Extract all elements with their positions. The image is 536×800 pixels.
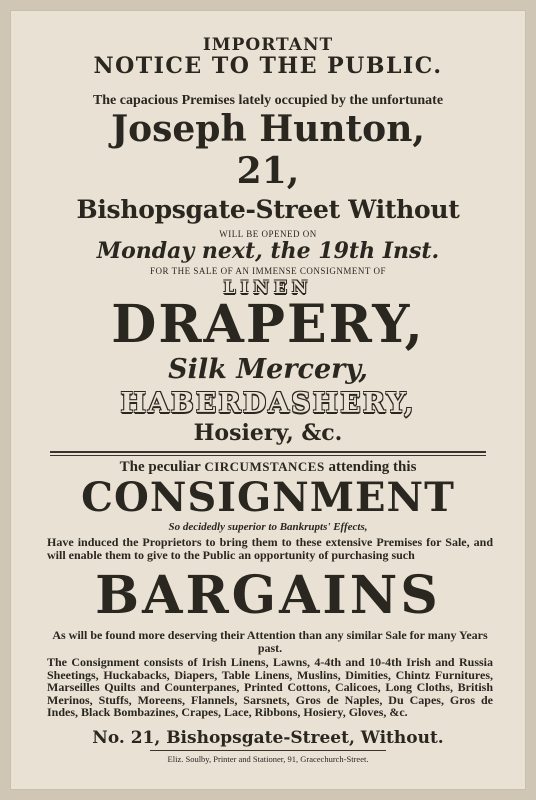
number-21: 21,: [236, 150, 300, 192]
consignment-word: CONSIGNMENT: [81, 474, 455, 521]
induced-paragraph: Have induced the Proprietors to bring them to these extensive Premises for Sale, and will enable them to give to the Public an opportunity of purchasing such: [47, 535, 493, 562]
silk-mercery: Silk Mercery,: [168, 354, 368, 385]
linen-word: LINEN: [223, 278, 313, 298]
footer-rule: [150, 750, 386, 751]
haberdashery-word: HABERDASHERY,: [120, 388, 416, 419]
deserving-paragraph: As will be found more deserving their Attention than any similar Sale for many Years past.: [52, 628, 488, 655]
name-joseph-hunton: Joseph Hunton,: [111, 108, 425, 150]
circumstances-before: The peculiar: [119, 459, 205, 475]
heading-notice: NOTICE TO THE PUBLIC.: [93, 53, 443, 79]
consists-paragraph: The Consignment consists of Irish Linens, Lawns, 4-4th and 10-4th Irish and Russia Sheetings, Huckabacks, Diapers, Table Linens, Muslins, Dimities, Chintz Furnitures, Marseilles Quilts and Counterpanes, Printed Cottons, Calicoes, Long Cloths, British Merinos, Stuffs, Moreens, Flannels, Sarsnets, Gros de Naples, Du Capes, Gros de Indes, Black Bombazines, Crapes, Lace, Ribbons, Hosiery, Gloves, &c.: [47, 655, 493, 719]
superior-line: So decidedly superior to Bankrupts' Effects,: [168, 521, 368, 533]
circumstances-after: attending this: [324, 459, 417, 475]
heading-important: IMPORTANT: [202, 35, 334, 55]
drapery-word: DRAPERY,: [111, 294, 425, 355]
intro-line: The capacious Premises lately occupied by the unfortunate: [92, 93, 444, 108]
printer-imprint: Eliz. Soulby, Printer and Stationer, 91, Gracechurch-Street.: [167, 754, 369, 764]
address-line: No. 21, Bishopsgate-Street, Without.: [92, 728, 444, 748]
circumstances-caps: CIRCUMSTANCES: [204, 459, 325, 474]
divider-rule: [50, 451, 486, 456]
street-name: Bishopsgate-Street Without: [76, 195, 460, 224]
hosiery-line: Hosiery, &c.: [193, 420, 343, 446]
opened-on: WILL BE OPENED ON: [219, 229, 317, 239]
sale-of-line: FOR THE SALE OF AN IMMENSE CONSIGNMENT OF: [150, 266, 386, 276]
opening-date: Monday next, the 19th Inst.: [96, 238, 440, 264]
bargains-word: BARGAINS: [95, 565, 441, 626]
